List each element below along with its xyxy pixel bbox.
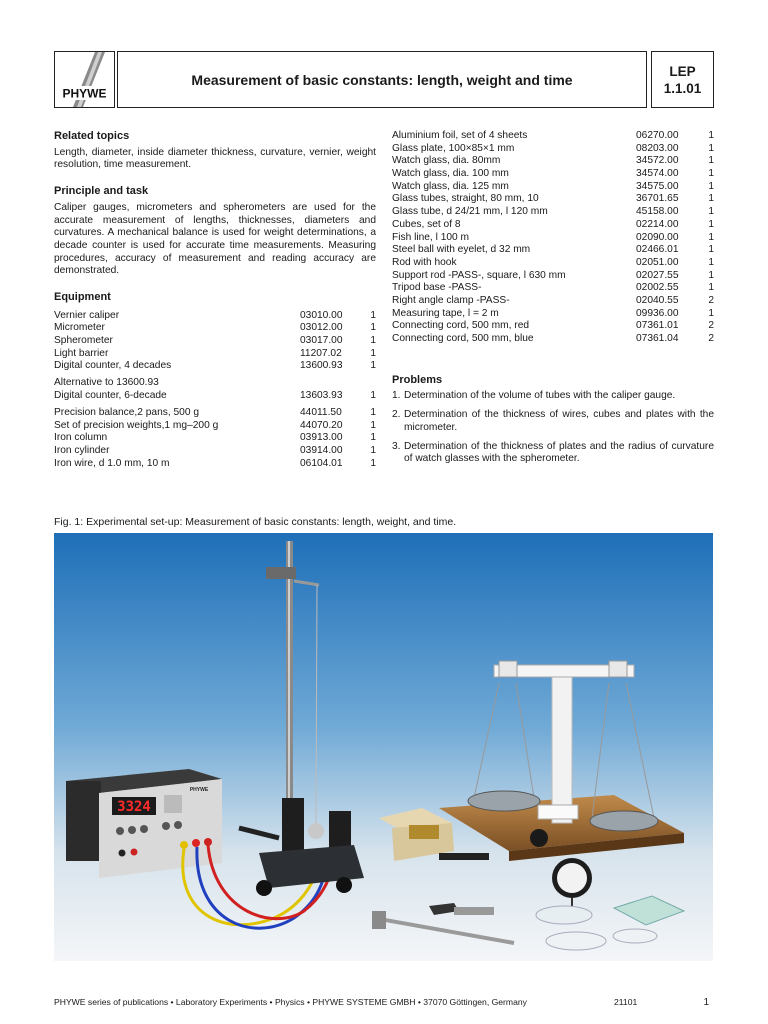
equipment-code: 03017.00 xyxy=(300,335,343,347)
equipment-row xyxy=(392,282,714,295)
principle-section xyxy=(54,185,376,278)
equipment-name: Iron column xyxy=(54,432,108,444)
equipment-row xyxy=(392,244,714,257)
problem-text: Determination of the volume of tubes with the caliper gauge. xyxy=(404,390,676,402)
equipment-row xyxy=(392,257,714,270)
equipment-row xyxy=(54,458,376,471)
problem-text: Determination of the thickness of plates and the radius of curvature of watch glasses with the spherometer. xyxy=(404,440,714,465)
equipment-code: 03012.00 xyxy=(300,322,343,334)
equipment-qty: 1 xyxy=(370,309,376,321)
equipment-row xyxy=(54,360,376,373)
problem-item xyxy=(392,390,714,403)
equipment-row xyxy=(54,407,376,420)
equipment-code: 36701.65 xyxy=(636,193,679,205)
lep-number: 1.1.01 xyxy=(663,80,702,96)
equipment-row xyxy=(54,322,376,335)
equipment-code: 06104.01 xyxy=(300,457,343,469)
equipment-name: Precision balance,2 pans, 500 g xyxy=(54,406,199,418)
equipment-name: Tripod base -PASS- xyxy=(392,282,482,294)
equipment-qty: 1 xyxy=(708,206,714,218)
equipment-name: Spherometer xyxy=(54,335,113,347)
equipment-row xyxy=(392,308,714,321)
equipment-qty: 1 xyxy=(708,142,714,154)
equipment-code: 34574.00 xyxy=(636,168,679,180)
title-box xyxy=(117,51,647,108)
equipment-code: 13603.93 xyxy=(300,390,343,402)
page-number: 1 xyxy=(703,997,709,1008)
equipment-section xyxy=(54,291,376,470)
equipment-list-3 xyxy=(54,407,376,470)
equipment-qty: 2 xyxy=(708,333,714,344)
counter-brand: PHYWE xyxy=(189,787,209,793)
problem-text: Determination of the thickness of wires, cubes and plates with the micrometer. xyxy=(404,409,714,433)
equipment-qty: 1 xyxy=(370,390,376,402)
left-column xyxy=(54,130,376,470)
footer-code: 21101 xyxy=(614,997,638,1007)
equipment-name: Fish line, l 100 m xyxy=(392,231,470,243)
equipment-code: 02002.55 xyxy=(636,282,679,294)
equipment-heading: Equipment xyxy=(54,291,111,304)
phywe-logo xyxy=(54,51,115,108)
equipment-row xyxy=(392,206,714,219)
equipment-code: 13600.93 xyxy=(300,360,343,372)
problems-heading: Problems xyxy=(392,373,443,386)
equipment-row xyxy=(392,270,714,283)
equipment-code: 02051.00 xyxy=(636,256,679,268)
equipment-name: Iron wire, d 1.0 mm, 10 m xyxy=(54,457,170,469)
equipment-name: Digital counter, 6-decade xyxy=(54,390,167,402)
equipment-code: 02214.00 xyxy=(636,218,679,230)
equipment-row xyxy=(392,219,714,232)
equipment-row xyxy=(392,155,714,168)
equipment-row xyxy=(392,130,714,143)
equipment-name: Set of precision weights,1 mg–200 g xyxy=(54,419,219,431)
figure-caption: Fig. 1: Experimental set-up: Measurement of basic constants: length, weight, and time. xyxy=(54,516,457,528)
equipment-code: 44011.50 xyxy=(300,406,342,418)
equipment-name: Digital counter, 4 decades xyxy=(54,360,172,372)
equipment-qty: 1 xyxy=(708,180,714,192)
equipment-code: 06270.00 xyxy=(636,130,679,141)
page-title: Measurement of basic constants: length, weight and time xyxy=(191,71,573,88)
equipment-row xyxy=(54,432,376,445)
equipment-name: Watch glass, dia. 100 mm xyxy=(392,168,509,180)
equipment-name: Vernier caliper xyxy=(54,309,120,321)
equipment-row xyxy=(54,390,376,403)
footer-publication: PHYWE series of publications • Laboratory Experiments • Physics • PHYWE SYSTEME GMBH • 37070 Göttingen, Germany xyxy=(54,997,527,1007)
equipment-row xyxy=(54,335,376,348)
problem-item xyxy=(392,441,714,466)
equipment-name: Rod with hook xyxy=(392,256,457,268)
equipment-qty: 1 xyxy=(370,322,376,334)
problem-number: 1. xyxy=(392,390,401,402)
equipment-row xyxy=(392,168,714,181)
equipment-list-4 xyxy=(392,130,714,346)
equipment-name: Glass tubes, straight, 80 mm, 10 xyxy=(392,193,539,205)
equipment-row xyxy=(54,310,376,323)
equipment-list-1 xyxy=(54,310,376,373)
counter-display: 3324 xyxy=(117,799,151,815)
related-topics-section xyxy=(54,130,376,172)
problems-list xyxy=(392,390,714,466)
equipment-list-2 xyxy=(54,390,376,403)
equipment-code: 08203.00 xyxy=(636,142,679,154)
experimental-setup-photo xyxy=(54,533,713,961)
equipment-code: 11207.02 xyxy=(300,347,342,359)
equipment-qty: 1 xyxy=(370,347,376,359)
equipment-code: 02466.01 xyxy=(636,244,679,256)
phywe-logo-mark xyxy=(55,52,114,107)
equipment-qty: 1 xyxy=(708,282,714,294)
equipment-code: 34572.00 xyxy=(636,155,679,167)
problem-number: 3. xyxy=(392,440,401,452)
equipment-code: 02040.55 xyxy=(636,294,679,306)
equipment-qty: 1 xyxy=(370,335,376,347)
watch-glass-3 xyxy=(613,929,657,943)
equipment-row xyxy=(54,420,376,433)
right-column xyxy=(392,130,714,472)
principle-heading: Principle and task xyxy=(54,185,149,198)
equipment-code: 07361.01 xyxy=(636,320,679,332)
equipment-row xyxy=(392,181,714,194)
equipment-qty: 1 xyxy=(370,360,376,372)
watch-glass-2 xyxy=(546,932,606,950)
equipment-name: Connecting cord, 500 mm, blue xyxy=(392,333,534,344)
equipment-row xyxy=(54,348,376,361)
equipment-name: Support rod -PASS-, square, l 630 mm xyxy=(392,269,566,281)
equipment-qty: 2 xyxy=(708,320,714,332)
equipment-code: 02027.55 xyxy=(636,269,679,281)
equipment-name: Glass plate, 100×85×1 mm xyxy=(392,142,515,154)
watch-glass-1 xyxy=(536,906,592,924)
equipment-code: 09936.00 xyxy=(636,307,679,319)
equipment-name: Watch glass, dia. 125 mm xyxy=(392,180,509,192)
equipment-qty: 1 xyxy=(370,432,376,444)
lep-label: LEP xyxy=(669,63,696,79)
lep-box xyxy=(651,51,714,108)
equipment-row xyxy=(392,320,714,333)
equipment-qty: 1 xyxy=(708,244,714,256)
related-topics-heading: Related topics xyxy=(54,130,130,142)
equipment-qty: 1 xyxy=(370,419,376,431)
equipment-name: Micrometer xyxy=(54,322,105,334)
equipment-qty: 1 xyxy=(708,130,714,141)
principle-text: Caliper gauges, micrometers and spherometers are used for the accurate measurement of lengths, thicknesses, diameters and curvatures. A mechanical balance is used for weight determinations, a decade counter is used for accurate time measurements. Measuring procedures, accuracy of measurement and reading accuracy are demonstrated. xyxy=(54,201,376,277)
cubes-set xyxy=(439,853,489,860)
equipment-qty: 1 xyxy=(708,193,714,205)
equipment-name: Aluminium foil, set of 4 sheets xyxy=(392,130,528,141)
equipment-qty: 1 xyxy=(708,231,714,243)
equipment-name: Watch glass, dia. 80mm xyxy=(392,155,501,167)
equipment-name: Measuring tape, l = 2 m xyxy=(392,307,499,319)
equipment-code: 07361.04 xyxy=(636,333,679,344)
equipment-name: Iron cylinder xyxy=(54,444,110,456)
equipment-row xyxy=(392,143,714,156)
equipment-qty: 1 xyxy=(708,168,714,180)
problem-item xyxy=(392,409,714,434)
equipment-row xyxy=(54,445,376,458)
equipment-code: 02090.00 xyxy=(636,231,679,243)
equipment-qty: 1 xyxy=(708,218,714,230)
equipment-qty: 1 xyxy=(708,256,714,268)
equipment-qty: 1 xyxy=(370,444,376,456)
alternative-label: Alternative to 13600.93 xyxy=(54,377,159,389)
equipment-qty: 1 xyxy=(708,307,714,319)
related-topics-text: Length, diameter, inside diameter thickness, curvature, vernier, weight resolution, time measurement. xyxy=(54,146,376,171)
equipment-qty: 1 xyxy=(708,155,714,167)
equipment-qty: 1 xyxy=(708,269,714,281)
equipment-code: 03010.00 xyxy=(300,309,343,321)
equipment-qty: 1 xyxy=(370,457,376,469)
equipment-name: Right angle clamp -PASS- xyxy=(392,294,510,306)
equipment-code: 45158.00 xyxy=(636,206,679,218)
equipment-code: 34575.00 xyxy=(636,180,679,192)
equipment-code: 44070.20 xyxy=(300,419,343,431)
phywe-logo-text: PHYWE xyxy=(62,86,107,101)
equipment-name: Glass tube, d 24/21 mm, l 120 mm xyxy=(392,206,548,218)
equipment-row xyxy=(392,333,714,346)
equipment-name: Light barrier xyxy=(54,347,109,359)
equipment-qty: 1 xyxy=(370,406,376,418)
problem-number: 2. xyxy=(392,409,401,421)
equipment-row xyxy=(392,232,714,245)
equipment-code: 03913.00 xyxy=(300,432,343,444)
equipment-code: 03914.00 xyxy=(300,444,343,456)
equipment-name: Connecting cord, 500 mm, red xyxy=(392,320,530,332)
equipment-qty: 2 xyxy=(708,294,714,306)
equipment-name: Steel ball with eyelet, d 32 mm xyxy=(392,244,531,256)
equipment-name: Cubes, set of 8 xyxy=(392,218,461,230)
equipment-row xyxy=(392,295,714,308)
equipment-row xyxy=(392,193,714,206)
